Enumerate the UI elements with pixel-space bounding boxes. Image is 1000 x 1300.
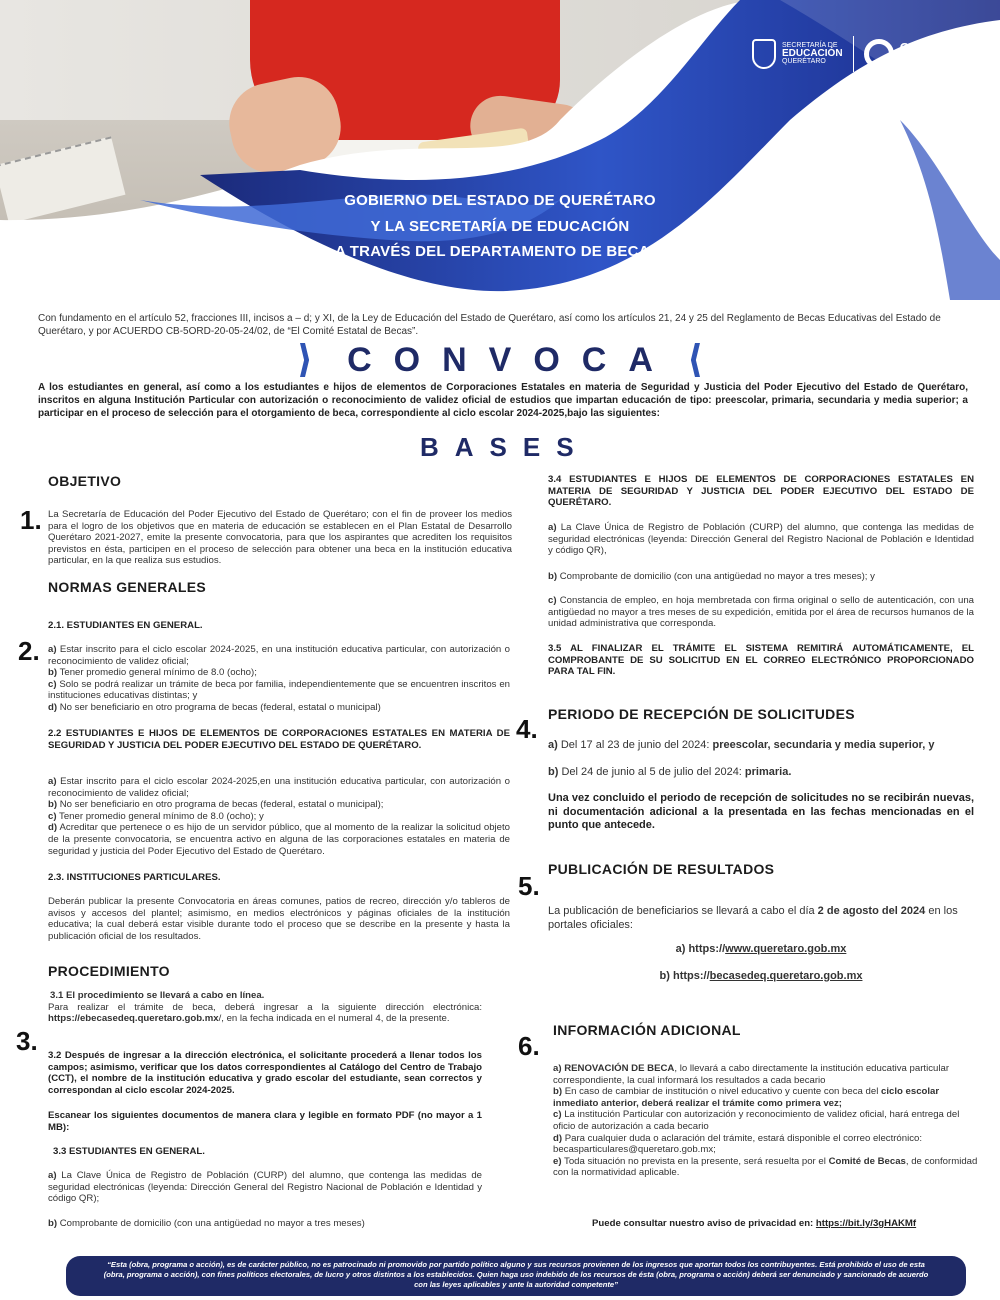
s31-block: 3.1 El procedimiento se llevará a cabo en línea. Para realizar el trámite de beca, deberá ingresar a la siguiente dirección electrónica: https://ebecasedeq.queretaro.gob.mx/, en la fecha indicada en el numeral 4, de la presente.: [48, 990, 482, 1025]
section-number-3: 3.: [16, 1026, 38, 1056]
logo-divider: [853, 36, 854, 72]
info-heading: INFORMACIÓN ADICIONAL: [553, 1022, 741, 1038]
section-number-4: 4.: [516, 714, 538, 744]
periodo-note: Una vez concluido el periodo de recepción de solicitudes no se recibirán nuevas, ni documentación adicional a la presentada en las fechas mencionadas en el punto que antecede.: [548, 792, 974, 831]
publicacion-text: La publicación de beneficiarios se llevará a cabo el día 2 de agosto del 2024 en los portales oficiales:: [548, 905, 958, 931]
escanear-text: Escanear los siguientes documentos de manera clara y legible en formato PDF (no mayor a 1 MB):: [48, 1110, 482, 1133]
logo-queretaro: [864, 39, 982, 69]
s34b: b) Comprobante de domicilio (con una antigüedad no mayor a tres meses); y: [548, 571, 875, 582]
logo-q-tagline: JUNTOS, ADELANTE.: [899, 57, 969, 63]
intro-text: Con fundamento en el artículo 52, fracciones III, incisos a – d; y XI, de la Ley de Educación del Estado de Querétaro, así como los artículos 21, 24 y 25 del Reglamento de Becas Educativas del Estado de Querétaro, y por ACUERDO CB-5ORD-20-05-24/02, de “El Comité Estatal de Becas”.: [38, 313, 941, 337]
seal-icon: [752, 39, 776, 69]
s33b: b) Comprobante de domicilio (con una antigüedad no mayor a tres meses): [48, 1218, 365, 1229]
section-number-1: 1.: [20, 505, 42, 535]
s23-text: Deberán publicar la presente Convocatoria en áreas comunes, patios de recreo, dirección y/o tableros de avisos y accesos del plantel; asimismo, en medios electrónicos y páginas oficiales de la institución educativa; la cual deberá estar visible durante todo el proceso que se describe en la presente y hasta la publicación oficial de los resultados.: [48, 896, 510, 942]
publicacion-heading: PUBLICACIÓN DE RESULTADOS: [548, 861, 775, 877]
periodo-b: b) Del 24 de junio al 5 de julio del 2024: primaria.: [548, 766, 792, 778]
section-number-5: 5.: [518, 871, 540, 901]
objetivo-heading: OBJETIVO: [48, 473, 122, 489]
section-number-2: 2.: [18, 636, 40, 666]
s33-title: 3.3 ESTUDIANTES EN GENERAL.: [53, 1146, 205, 1157]
s22-list: a) Estar inscrito para el ciclo escolar 2024-2025,en una institución educativa particular, con autorización o reconocimiento de validez oficial; b) No ser beneficiario en otro programa de becas (federal, estatal o municipal); c) Tener promedio general mínimo de 8.0 (ocho); y d) Acreditar que pertenece o es hijo de un servidor público, que al momento de la realizar la solicitud objeto de la presente convocatoria, se encuentra activo en alguna de las corporaciones estatales en materia de seguridad y justicia del Poder Ejecutivo del Estado de Querétaro.: [48, 776, 510, 857]
header-banner: [0, 0, 1000, 300]
procedimiento-heading: PROCEDIMIENTO: [48, 963, 170, 979]
s21-title: 2.1. ESTUDIANTES EN GENERAL.: [48, 620, 203, 631]
publicacion-link-a[interactable]: a) https://www.queretaro.gob.mx: [675, 943, 847, 955]
q-logo-icon: [864, 39, 894, 69]
s23-title: 2.3. INSTITUCIONES PARTICULARES.: [48, 872, 221, 883]
chevron-right-icon: [300, 343, 309, 377]
s35-text: 3.5 AL FINALIZAR EL TRÁMITE EL SISTEMA REMITIRÁ AUTOMÁTICAMENTE, EL COMPROBANTE DE SU SOLICITUD EN EL CORREO ELECTRÓNICO PROPORCIONADO PARA TAL FIN.: [548, 643, 974, 678]
logos: [752, 36, 982, 72]
chevron-left-icon: [691, 343, 700, 377]
periodo-a: a) Del 17 al 23 de junio del 2024: preescolar, secundaria y media superior, y: [548, 739, 935, 751]
section-number-6: 6.: [518, 1031, 540, 1061]
footer-legal-notice: “Esta (obra, programa o acción), es de carácter público, no es patrocinado ni promovido por partido político alguno y sus recursos provienen de los ingresos que aportan todos los contribuyentes. Está prohibido el uso de esta (obra, programa o acción), con fines políticos electorales, de lucro y otros distintos a los establecidos. Quien haga uso indebido de los recursos de ésta (obra, programa o acción) deberá ser denunciado y sancionado de acuerdo con las leyes aplicables y ante la autoridad competente”: [66, 1256, 966, 1296]
logo-q-name: QUERÉTARO: [899, 40, 982, 55]
header-title-line-1: GOBIERNO DEL ESTADO DE QUERÉTARO: [344, 192, 656, 209]
convoca-text: A los estudiantes en general, así como a los estudiantes e hijos de elementos de Corporaciones Estatales en materia de Seguridad y Justicia del Poder Ejecutivo del Estado de Querétaro, inscritos en alguna Institución Particular con autorización o reconocimiento de validez oficial de estudios que impartan educación de tipo: preescolar, primaria, secundaria y media superior; a participar en el proceso de selección para el otorgamiento de beca, correspondiente al ciclo escolar 2024-2025,bajo las siguientes:: [38, 382, 968, 419]
s34-title: 3.4 ESTUDIANTES E HIJOS DE ELEMENTOS DE CORPORACIONES ESTATALES EN MATERIA DE SEGURIDAD Y JUSTICIA DEL PODER EJECUTIVO DEL ESTADO DE QUERÉTARO.: [548, 474, 974, 509]
s34c: c) Constancia de empleo, en hoja membretada con firma original o sello de autenticación, con una antigüedad no mayor a tres meses de su expedición, emitida por el área de recursos humanos de la unidad administrativa que corresponda.: [548, 595, 974, 630]
objetivo-text: La Secretaría de Educación del Poder Ejecutivo del Estado de Querétaro; con el fin de proveer los medios para el logro de los objetivos que en materia de educación se establecen en el Plan Estatal de Desarrollo Querétaro 2021-2027, emite la presente convocatoria, para que los aspirantes que acrediten los requisitos previstos en ésta, participen en el proceso de selección para obtener una beca en la institución educativa particular, en la que realiza sus estudios.: [48, 509, 512, 567]
logo-secretaria-educacion: [752, 39, 843, 69]
logo-se-small: SECRETARÍA DE: [782, 42, 838, 49]
header-title-line-3: A TRAVÉS DEL DEPARTAMENTO DE BECAS:: [334, 243, 666, 260]
logo-se-big: EDUCACIÓN: [782, 48, 843, 59]
s21-list: a) Estar inscrito para el ciclo escolar 2024-2025, en una institución educativa particular, con autorización o reconocimiento de validez oficial; b) Tener promedio general mínimo de 8.0 (ocho); c) Solo se podrá realizar un trámite de beca por familia, independientemente que se encuentren inscritos en instituciones educativas distintas; y d) No ser beneficiario en otro programa de becas (federal, estatal o municipal): [48, 644, 510, 713]
privacy-notice: Puede consultar nuestro aviso de privacidad en: https://bit.ly/3gHAKMf: [592, 1218, 917, 1229]
info-list: a) RENOVACIÓN DE BECA, lo llevará a cabo directamente la institución educativa particular correspondiente, la cual informará los resultados a cada becario b) En caso de cambiar de institución o nivel educativo y cuente con beca del ciclo escolar inmediato anterior, deberá realizar el trámite como primera vez; c) La institución Particular con autorización y reconocimiento de validez oficial, hará entrega del oficio de autorización a cada becario d) Para cualquier duda o aclaración del trámite, estará disponible el correo electrónico: becasparticulares@queretaro.gob.mx; e) Toda situación no prevista en la presente, será resuelta por el Comité de Becas, de conformidad con la normatividad aplicable.: [553, 1063, 978, 1179]
s34a: a) La Clave Única de Registro de Población (CURP) del alumno, que contenga las medidas de seguridad electrónicas (leyenda: Dirección General del Registro Nacional de Población e Identidad y código QR),: [548, 522, 975, 557]
logo-se-state: QUERÉTARO: [782, 58, 826, 65]
bases-title: BASES: [420, 432, 590, 462]
s22-title: 2.2 ESTUDIANTES E HIJOS DE ELEMENTOS DE CORPORACIONES ESTATALES EN MATERIA DE SEGURIDAD Y JUSTICIA DEL PODER EJECUTIVO DEL ESTADO DE QUERÉTARO.: [48, 728, 510, 751]
normas-heading: NORMAS GENERALES: [48, 579, 207, 595]
convoca-title: CONVOCA: [347, 340, 675, 379]
header-title-line-2: Y LA SECRETARÍA DE EDUCACIÓN: [370, 218, 630, 235]
s33a: a) La Clave Única de Registro de Población (CURP) del alumno, que contenga las medidas de seguridad electrónicas (leyenda: Dirección General del Registro Nacional de Población e Identidad y código QR);: [48, 1170, 482, 1205]
publicacion-link-b[interactable]: b) https://becasedeq.queretaro.gob.mx: [659, 970, 863, 982]
convoca-heading: [300, 340, 700, 380]
privacy-link[interactable]: https://bit.ly/3gHAKMf: [815, 1218, 917, 1229]
periodo-heading: PERIODO DE RECEPCIÓN DE SOLICITUDES: [548, 706, 855, 722]
s32-text: 3.2 Después de ingresar a la dirección electrónica, el solicitante procederá a llenar todos los campos; asimismo, verificar que los datos correspondientes al Catálogo del Centro de Trabajo (CCT), el nombre de la institución educativa y grado escolar del estudiante, sean correctos y correspondan al ciclo escolar 2024-2025.: [48, 1050, 482, 1096]
